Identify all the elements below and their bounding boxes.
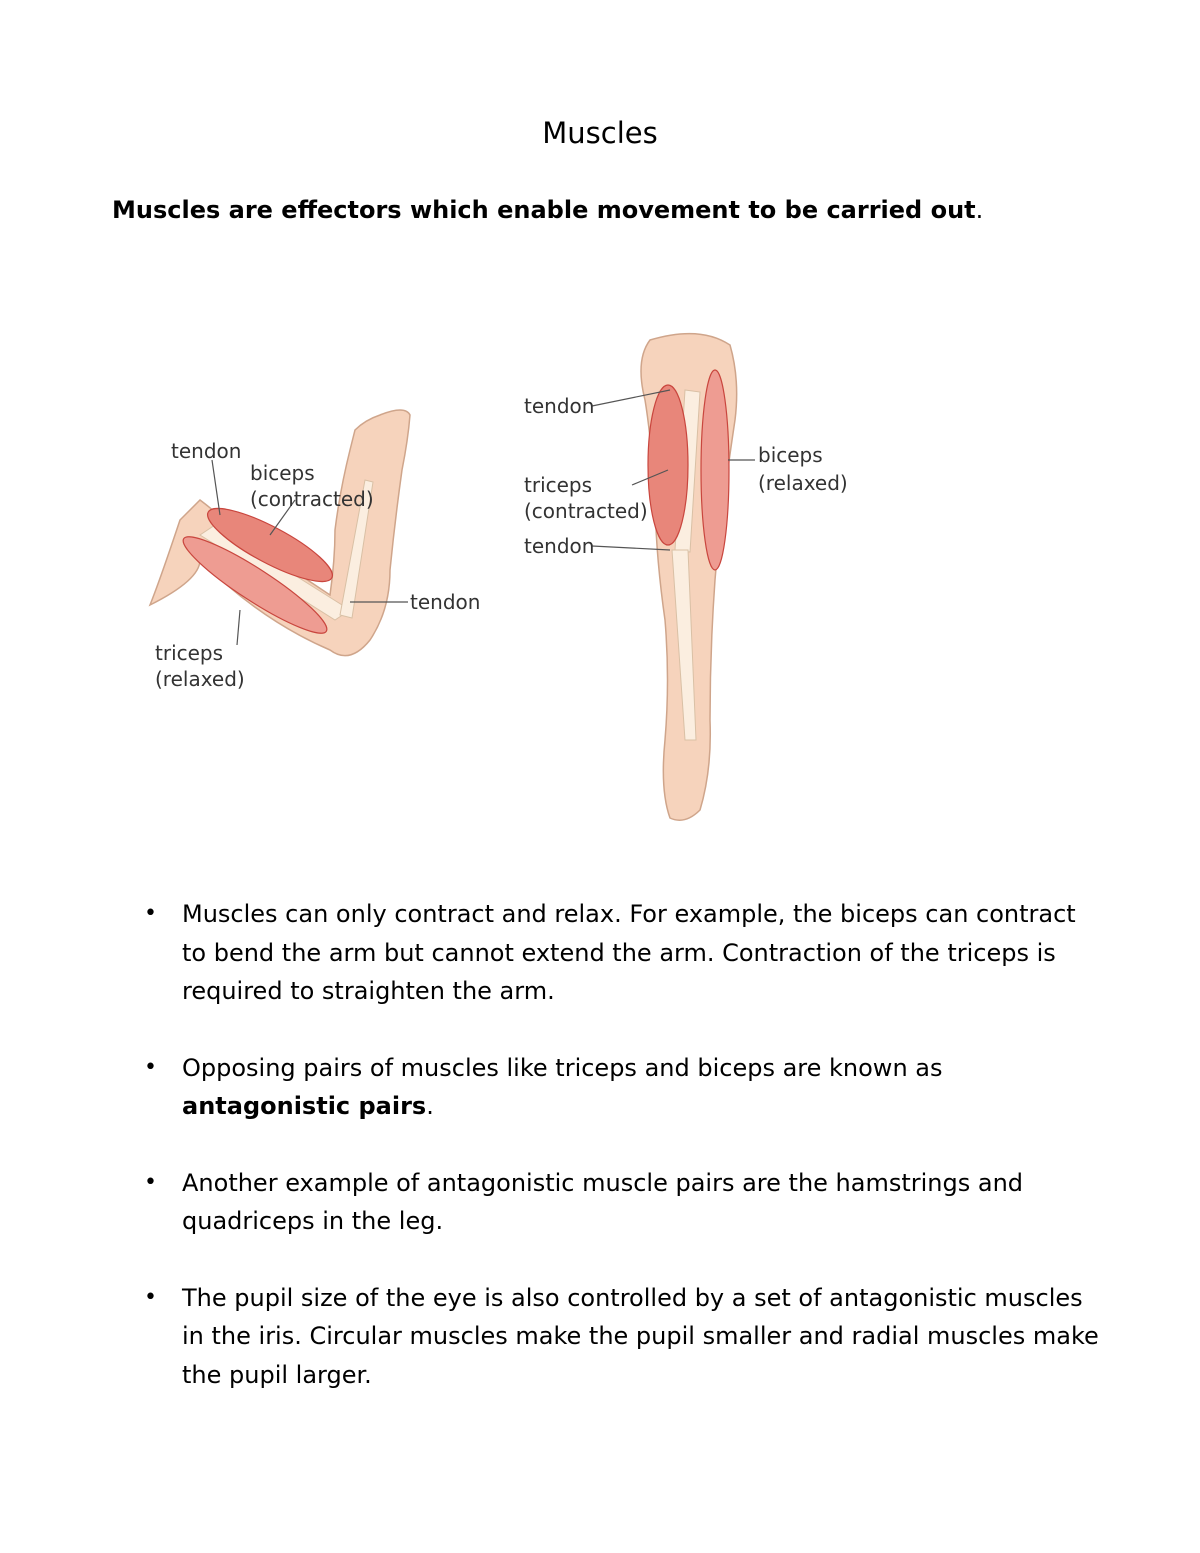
straight-triceps-label-2: (contracted) xyxy=(524,499,648,523)
bent-triceps-label-2: (relaxed) xyxy=(155,667,245,691)
bullet-symbol: • xyxy=(144,1284,157,1310)
straight-tendon-bottom-label: tendon xyxy=(524,534,595,558)
bullet-text: Muscles can only contract and relax. For example, the biceps can contract to bend the arm but cannot extend the arm. Contraction of the triceps is required to straighten the arm. xyxy=(182,900,1076,1005)
bullet-item xyxy=(140,895,1100,1011)
intro-period: . xyxy=(975,196,984,224)
biceps-relaxed-muscle xyxy=(701,370,729,570)
bullet-item xyxy=(140,1049,1100,1126)
intro-text: Muscles are effectors which enable movement to be carried out xyxy=(112,196,976,224)
bullet-symbol: • xyxy=(144,1169,157,1195)
bullet-list xyxy=(140,895,1100,1432)
straight-biceps-label-1: biceps xyxy=(758,443,823,467)
bent-tendon-elbow-label: tendon xyxy=(410,590,481,614)
bullet-text: The pupil size of the eye is also controlled by a set of antagonistic muscles in the iris. Circular muscles make the pupil smaller and radial muscles make the pupil larger. xyxy=(182,1283,1099,1389)
bullet-symbol: • xyxy=(144,1054,157,1080)
straight-biceps-label-2: (relaxed) xyxy=(758,471,848,495)
bullet-item xyxy=(140,1164,1100,1241)
straight-tendon-top-label: tendon xyxy=(524,394,595,418)
bullet-bold-term: antagonistic pairs xyxy=(182,1092,427,1120)
bent-biceps-label-1: biceps xyxy=(250,461,315,485)
bent-tendon-top-label: tendon xyxy=(171,439,242,463)
intro-sentence xyxy=(112,196,983,224)
bent-triceps-label-1: triceps xyxy=(155,641,224,665)
bent-biceps-label-2: (contracted) xyxy=(250,487,374,511)
straight-arm-illustration xyxy=(641,334,737,821)
bullet-item xyxy=(140,1279,1100,1395)
bullet-text: Another example of antagonistic muscle pairs are the hamstrings and quadriceps in the leg. xyxy=(182,1168,1024,1235)
bullet-text: Opposing pairs of muscles like triceps and biceps are known as xyxy=(182,1053,943,1082)
bullet-text-end: . xyxy=(426,1092,434,1120)
triceps-contracted-muscle xyxy=(648,385,688,545)
arm-muscles-diagram xyxy=(140,320,860,840)
bullet-symbol: • xyxy=(144,901,157,926)
straight-triceps-label-1: triceps xyxy=(524,473,593,497)
page-title: Muscles xyxy=(542,116,658,150)
